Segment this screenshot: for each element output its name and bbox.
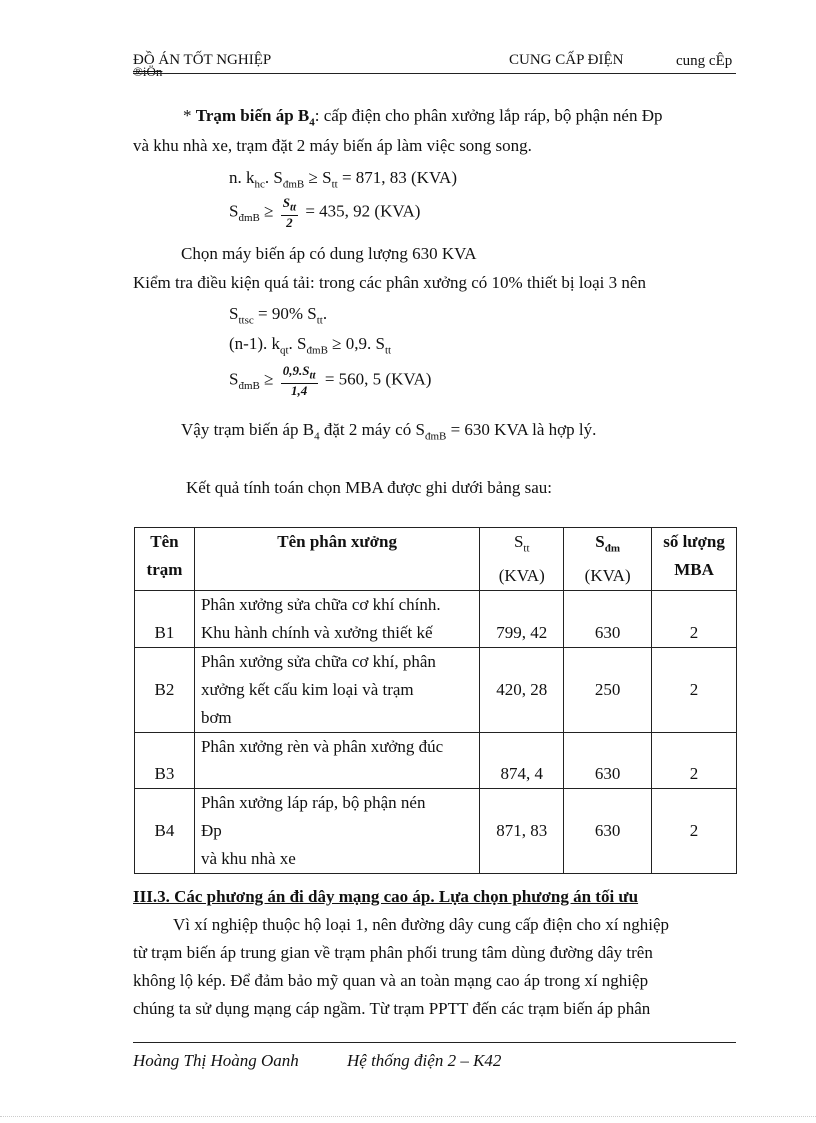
cell-qty: 2 [652, 733, 737, 789]
formula-4: (n-1). $k_{qt}$. $S_{đmB} \ge 0,9$. $S_{tt}$ [229, 334, 392, 357]
header-overflow-text: ®iÖn [133, 64, 163, 79]
cell-stt: 420, 28 [480, 648, 564, 733]
col-header-stt: $S_{tt}$ (KVA) [480, 528, 564, 591]
formula-3: $S_{ttsc} = 90\%$ $S_{tt}$. [229, 304, 328, 327]
section-line-3: không lộ kép. Để đảm bảo mỹ quan và an toàn mạng cao áp trong xí nghiệp [133, 971, 649, 990]
page-edge-dots [0, 1116, 816, 1117]
result-intro-text: Kết quả tính toán chọn MBA được ghi dưới bảng sau: [186, 478, 552, 497]
cell-qty: 2 [652, 648, 737, 733]
col-header-qty: số lượng MBA [652, 528, 737, 591]
cell-stt: 799, 42 [480, 591, 564, 648]
cell-sdm: 630 [564, 789, 652, 874]
header-title-left: ĐỒ ÁN TỐT NGHIỆP [133, 52, 272, 68]
table-row [135, 733, 737, 789]
section-line-4: chúng ta sử dụng mạng cáp ngầm. Từ trạm PPTT đến các trạm biến áp phân [133, 999, 651, 1018]
header-divider [133, 73, 736, 74]
cell-qty: 2 [652, 789, 737, 874]
choose-transformer-text: Chọn máy biến áp có dung lượng 630 KVA [181, 244, 477, 263]
overload-check-text: Kiểm tra điều kiện quá tải: trong các phân xưởng có 10% thiết bị loại 3 nên [133, 273, 646, 292]
cell-name: Phân xưởng rèn và phân xưởng đúc [194, 733, 479, 789]
cell-station: B2 [135, 648, 195, 733]
header-title-right: cung cÊp [676, 53, 733, 69]
formula-2: $S_{đmB}$ ≥ $\frac{S_{tt}}{2}$ = 435, 92 (KVA) [229, 195, 421, 230]
table-row [135, 591, 737, 648]
table-header-row [135, 528, 737, 591]
cell-sdm: 250 [564, 648, 652, 733]
cell-station: B1 [135, 591, 195, 648]
section-line-2: từ trạm biến áp trung gian về trạm phân phối trung tâm dùng đường dây trên [133, 943, 653, 962]
footer-divider [133, 1042, 736, 1043]
cell-name: Phân xưởng láp ráp, bộ phận nén Đp và khu nhà xe [194, 789, 479, 874]
b4-desc: : cấp điện cho phân xưởng lắp ráp, bộ phận nén Đp [314, 106, 663, 125]
section-title: III.3. Các phương án đi dây mạng cao áp. Lựa chọn phương án tối ưu [133, 887, 639, 906]
col-header-name: Tên phân xưởng [194, 528, 479, 591]
col-header-station: Tên trạm [135, 528, 195, 591]
conclusion-text: Vậy trạm biến áp $B_4$ đặt 2 máy có $S_{đmB} = 630$ KVA là hợp lý. [181, 420, 597, 443]
paragraph-b4-intro [183, 106, 663, 128]
col-header-sdm: $S_{đm}$ (KVA) [564, 528, 652, 591]
cell-name: Phân xưởng sửa chữa cơ khí chính. Khu hành chính và xưởng thiết kế [194, 591, 479, 648]
formula-5: $S_{đmB}$ ≥ $\frac{0,9.S_{tt}}{1,4}$ = 560, 5 (KVA) [229, 363, 432, 398]
table-row [135, 648, 737, 733]
cell-name: Phân xưởng sửa chữa cơ khí, phân xưởng kết cấu kim loại và trạm bơm [194, 648, 479, 733]
cell-station: B3 [135, 733, 195, 789]
section-line-1: Vì xí nghiệp thuộc hộ loại 1, nên đường dây cung cấp điện cho xí nghiệp [173, 915, 669, 934]
transformer-table [134, 527, 737, 874]
fraction-09stt-over-14: $\frac{0,9.S_{tt}}{1,4}$ [282, 363, 316, 398]
cell-sdm: 630 [564, 591, 652, 648]
header-title-center: CUNG CẤP ĐIỆN [509, 52, 624, 68]
cell-stt: 874, 4 [480, 733, 564, 789]
footer-author: Hoàng Thị Hoàng Oanh [133, 1051, 299, 1070]
formula-1: n. $k_{hc}$. $S_{đmB} \ge S_{tt} = 871$, 83 (KVA) [229, 168, 457, 191]
cell-qty: 2 [652, 591, 737, 648]
table-row [135, 789, 737, 874]
cell-sdm: 630 [564, 733, 652, 789]
b4-heading: Trạm biến áp B [195, 106, 310, 125]
footer-program: Hệ thống điện 2 – K42 [347, 1051, 502, 1070]
cell-station: B4 [135, 789, 195, 874]
paragraph-b4-line2: và khu nhà xe, trạm đặt 2 máy biến áp làm việc song song. [133, 136, 532, 155]
fraction-stt-over-2: $\frac{S_{tt}}{2}$ [282, 195, 297, 230]
bullet-star: * [183, 106, 196, 125]
cell-stt: 871, 83 [480, 789, 564, 874]
b4-heading-sub: 4 [309, 116, 315, 129]
